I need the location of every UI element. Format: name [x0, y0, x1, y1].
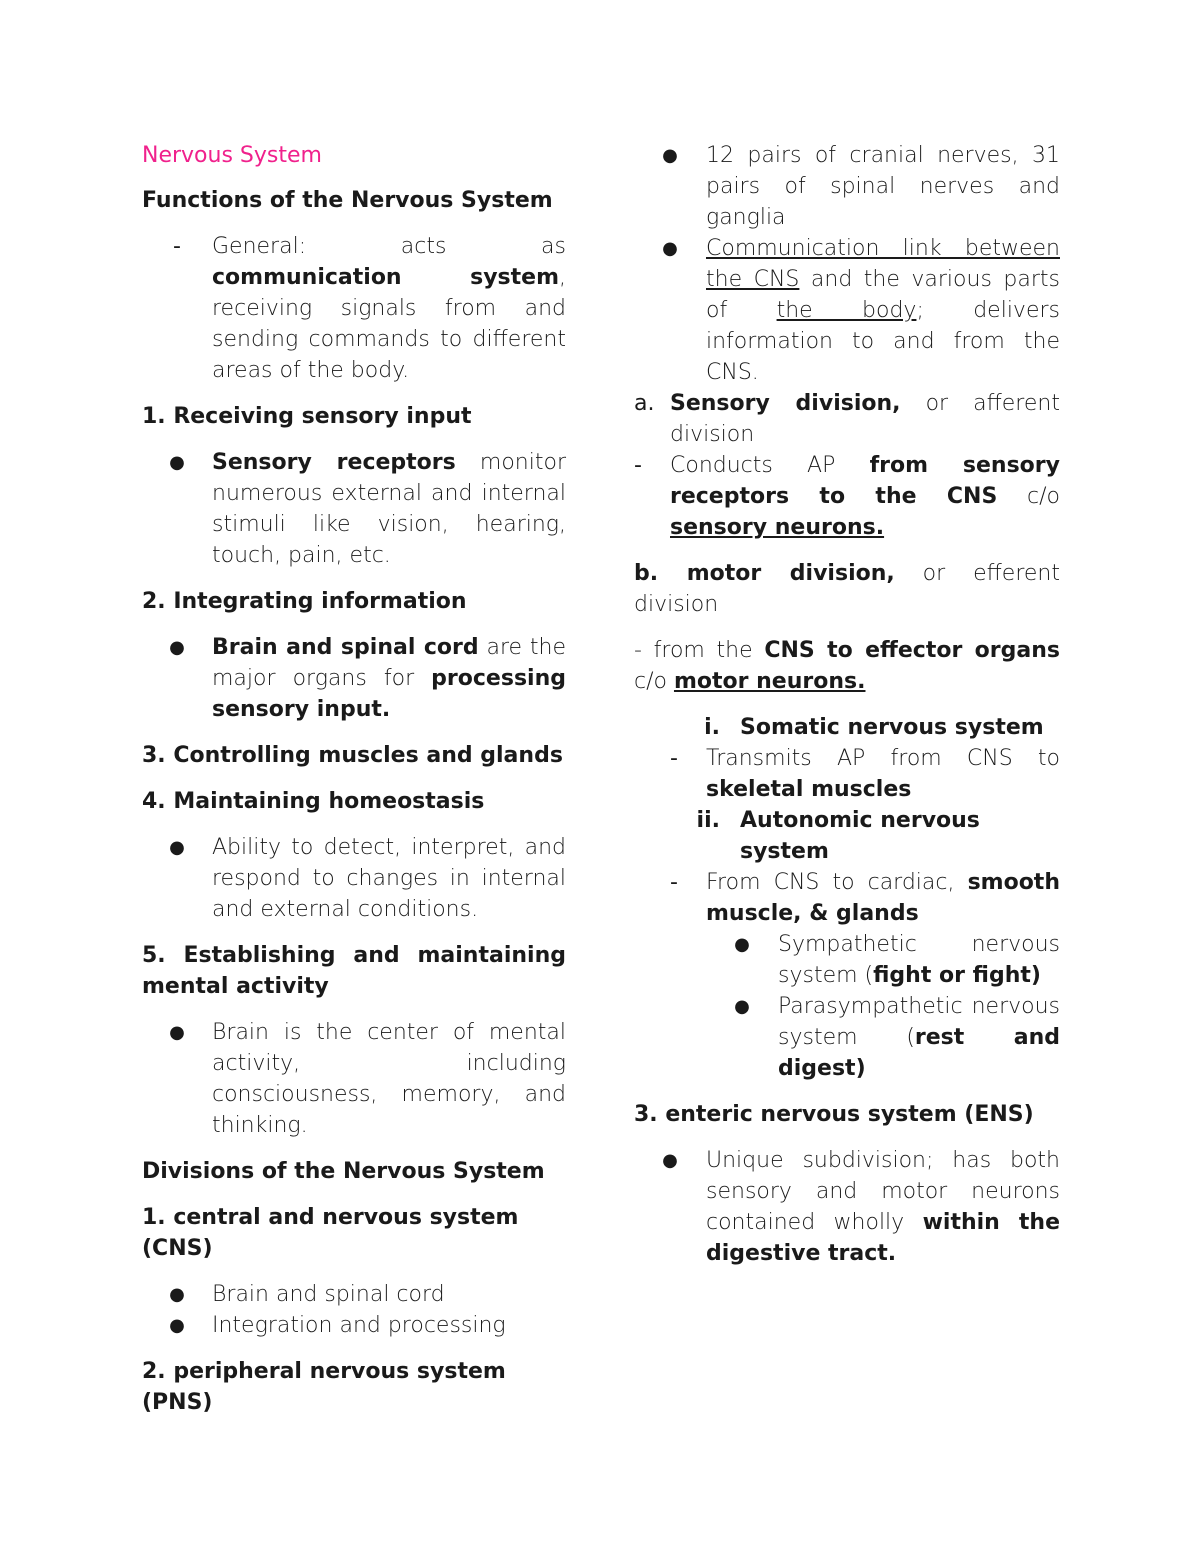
bold-run: CNS to effector organs: [764, 638, 1060, 663]
sensory-division-item: [634, 388, 1060, 450]
text-run: ; delivers information to and from the CNS.: [706, 298, 1060, 385]
bullet-icon: ●: [734, 934, 750, 955]
text-run: , receiving signals from and sending commands to different areas of the body.: [212, 265, 566, 383]
right-column: [634, 140, 1060, 1284]
list-item-text: [778, 991, 1060, 1084]
roman-marker: ii.: [696, 808, 720, 833]
bullet-icon: ●: [734, 996, 750, 1017]
dash-marker: -: [173, 234, 181, 259]
text-run: c/o: [634, 669, 674, 694]
list-item-text: 12 pairs of cranial nerves, 31 pairs of spinal nerves and ganglia: [706, 143, 1060, 230]
bold-run: within the digestive tract.: [706, 1210, 1060, 1266]
bold-run: rest and digest): [778, 1025, 1060, 1081]
bold-run: Brain and spinal cord: [212, 635, 479, 660]
bold-run: Sensory division,: [670, 391, 901, 416]
list-item: [142, 632, 566, 725]
list-item: [706, 991, 1060, 1084]
autonomic-label: Autonomic nervous system: [740, 808, 980, 864]
list-item-text: [706, 1145, 1060, 1269]
text-run: c/o: [997, 484, 1060, 509]
bullet-icon: ●: [169, 1284, 185, 1305]
motor-division-text: [634, 558, 1060, 620]
underlined-run: Communication link between the CNS: [706, 236, 1060, 292]
autonomic-sub-list: [706, 929, 1060, 1084]
somatic-dash-text: [706, 743, 1060, 805]
list-item: [634, 233, 1060, 388]
text-run: monitor numerous external and internal stimuli like vision, hearing, touch, pain, etc.: [212, 450, 566, 568]
function-3-heading: 3. Controlling muscles and glands: [142, 743, 563, 768]
text-run: or afferent division: [670, 391, 1060, 447]
roman-marker: i.: [704, 715, 720, 740]
dash-marker: -: [634, 453, 642, 478]
bullet-icon: ●: [662, 145, 678, 166]
bullet-icon: ●: [169, 452, 185, 473]
motor-dash-text: [634, 635, 1060, 697]
enteric-heading: 3. enteric nervous system (ENS): [634, 1102, 1034, 1127]
bullet-icon: ●: [169, 1022, 185, 1043]
list-item-text: [778, 929, 1060, 991]
general-text: [212, 231, 566, 386]
list-item: [142, 447, 566, 571]
division-1-heading: 1. central and nervous system (CNS): [142, 1205, 519, 1261]
dash-marker: -: [670, 746, 678, 771]
list-item: [634, 1145, 1060, 1269]
function-5-heading: 5. Establishing and maintaining mental activity: [142, 943, 566, 999]
text-run: From CNS to cardiac,: [706, 870, 968, 895]
list-item: [706, 929, 1060, 991]
somatic-label: Somatic nervous system: [740, 715, 1044, 740]
bold-underlined-run: motor neurons.: [673, 669, 866, 694]
left-column: [142, 140, 566, 1433]
bold-run: skeletal muscles: [706, 777, 912, 802]
bold-run: communication system: [212, 265, 559, 290]
bold-run: processing sensory input.: [212, 666, 566, 722]
page-title: Nervous System: [142, 143, 322, 168]
bold-run: b. motor division,: [634, 561, 895, 586]
list-item-text: Integration and processing: [212, 1313, 506, 1338]
bullet-icon: ●: [169, 837, 185, 858]
text-run: Parasympathetic nervous system (: [778, 994, 1060, 1050]
bold-run: fight or fight): [873, 963, 1041, 988]
list-item-text: Ability to detect, interpret, and respond to changes in internal and external conditions.: [212, 835, 566, 922]
dash-marker: -: [670, 870, 678, 895]
somatic-dash-item: [634, 743, 1060, 805]
somatic-heading: [634, 712, 1060, 743]
bold-underlined-run: sensory neurons.: [670, 515, 885, 540]
bold-run: smooth muscle, & glands: [706, 870, 1060, 926]
function-2-heading: 2. Integrating information: [142, 589, 467, 614]
list-item: [634, 140, 1060, 233]
list-item-text: Brain is the center of mental activity, including consciousness, memory, and thinking.: [212, 1020, 566, 1138]
text-run: Sympathetic nervous system (: [778, 932, 1060, 988]
text-run: - from the: [634, 638, 765, 663]
functions-heading: Functions of the Nervous System: [142, 188, 553, 213]
sensory-dash-item: [634, 450, 1060, 543]
bold-run: from sensory receptors to the CNS: [670, 453, 1060, 509]
list-item-text: [212, 447, 566, 571]
list-item: [142, 832, 566, 925]
general-item: [142, 231, 566, 386]
function-4-heading: 4. Maintaining homeostasis: [142, 789, 485, 814]
bullet-icon: ●: [662, 1150, 678, 1171]
list-item: [142, 1017, 566, 1141]
text-run: Transmits AP from CNS to: [706, 746, 1060, 771]
sensory-division-text: [670, 388, 1060, 450]
divisions-heading: Divisions of the Nervous System: [142, 1159, 545, 1184]
text-run: are the major organs for: [212, 635, 567, 691]
text-run: or efferent division: [634, 561, 1060, 617]
text-run: Conducts AP: [670, 453, 870, 478]
list-item: [142, 1310, 566, 1341]
list-item-text: Brain and spinal cord: [212, 1282, 445, 1307]
list-item: [142, 1279, 566, 1310]
bold-run: Sensory receptors: [212, 450, 456, 475]
function-1-heading: 1. Receiving sensory input: [142, 404, 472, 429]
bullet-icon: ●: [169, 1315, 185, 1336]
alpha-marker: a.: [634, 391, 655, 416]
text-run: General: acts as: [212, 234, 566, 259]
list-item-text: [706, 233, 1060, 388]
autonomic-dash-item: [634, 867, 1060, 929]
sensory-dash-text: [670, 450, 1060, 543]
text-run: Unique subdivision; has both sensory and motor neurons contained wholly: [706, 1148, 1060, 1235]
list-item-text: [212, 632, 566, 725]
bullet-icon: ●: [169, 637, 185, 658]
autonomic-dash-text: [706, 867, 1060, 929]
bullet-icon: ●: [662, 238, 678, 259]
text-run: and the various parts of: [706, 267, 1060, 323]
underlined-run: the body: [776, 298, 917, 323]
division-2-heading: 2. peripheral nervous system (PNS): [142, 1359, 506, 1415]
autonomic-heading: [634, 805, 1060, 867]
